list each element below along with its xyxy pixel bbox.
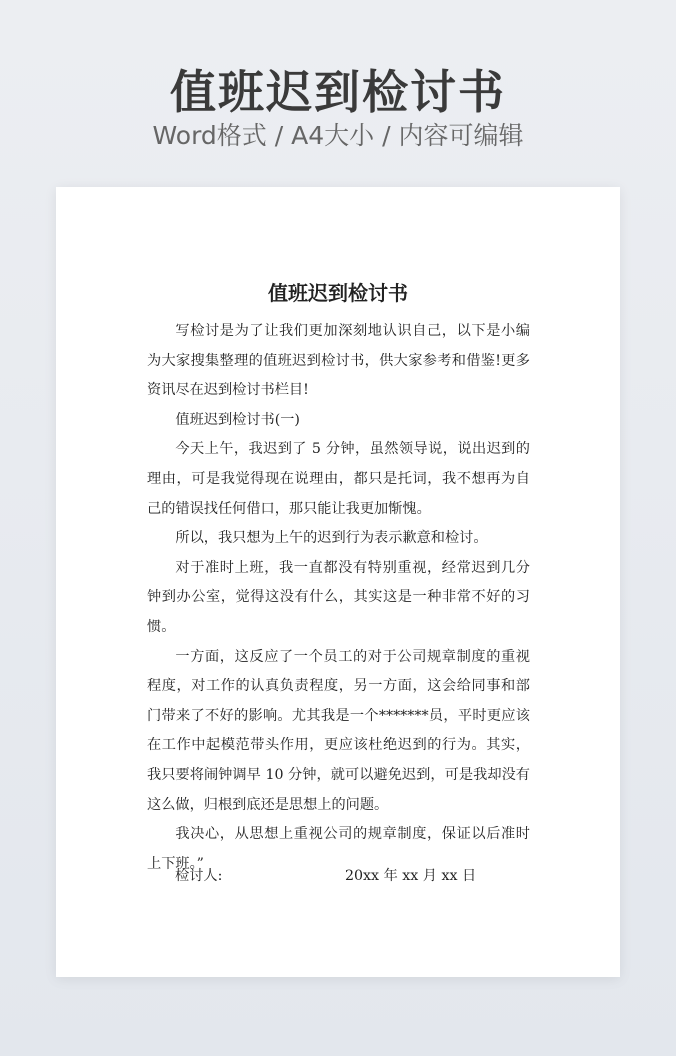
- signature-date: 20xx 年 xx 月 xx 日: [345, 868, 477, 884]
- paragraph-apology: 所以，我只想为上午的迟到行为表示歉意和检讨。: [175, 530, 488, 547]
- paragraph-intro: 写检讨是为了让我们更加深刻地认识自己，以下是小编为大家搜集整理的值班迟到检讨书，供大家参考和借鉴!更多资讯尽在迟到检讨书栏目!: [147, 323, 530, 399]
- paragraph-resolution: 我决心，从思想上重视公司的规章制度，保证以后准时上下班。”: [147, 826, 530, 872]
- paragraph-habit: 对于准时上班，我一直都没有特别重视，经常迟到几分钟到办公室，觉得这没有什么，其实这是一种非常不好的习惯。: [147, 559, 530, 635]
- paragraph-section-heading: 值班迟到检讨书(一): [175, 411, 300, 428]
- signature-name-label: 检讨人:: [175, 868, 223, 884]
- document-body: [147, 317, 530, 879]
- paragraph-impact: 一方面，这反应了一个员工的对于公司规章制度的重视程度，对工作的认真负责程度，另一方面，这会给同事和部门带来了不好的影响。尤其我是一个*******员，平时更应该在工作中起模范带头作用，更应该杜绝迟到的行为。其实，我只要将闹钟调早 10 分钟，就可以避免迟到，可是我却没有这么做，归根到底还是思想上的问题。: [147, 648, 530, 813]
- document-page: [56, 187, 620, 977]
- banner-title: 值班迟到检讨书: [170, 65, 506, 119]
- paragraph-late-reason: 今天上午，我迟到了 5 分钟，虽然领导说，说出迟到的理由，可是我觉得现在说理由，都只是托词，我不想再为自己的错误找任何借口，那只能让我更加惭愧。: [147, 441, 530, 517]
- banner-subtitle: Word格式 / A4大小 / 内容可编辑: [152, 121, 524, 150]
- document-title: 值班迟到检讨书: [268, 281, 408, 305]
